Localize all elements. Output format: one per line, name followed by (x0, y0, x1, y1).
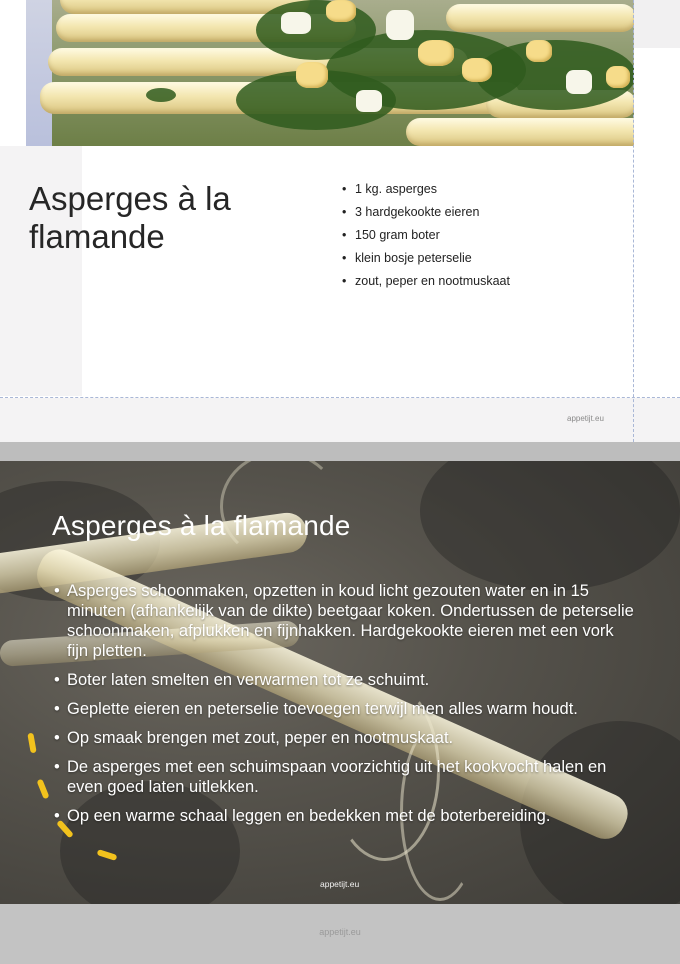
list-item: • Geplette eieren en peterselie toevoegen terwijl men alles warm houdt. (54, 700, 578, 718)
list-item: • Op een warme schaal leggen en bedekken met de boterbereiding. (54, 807, 551, 825)
slide1-title: Asperges à la flamande (29, 180, 231, 255)
preparation-steps (54, 581, 634, 835)
yellow-dash-decoration (27, 733, 36, 754)
guide-line-horizontal (0, 397, 680, 398)
list-item: • klein bosje peterselie (342, 251, 472, 265)
list-item: • 3 hardgekookte eieren (342, 205, 480, 219)
list-item: • zout, peper en nootmuskaat (342, 274, 510, 288)
slide1-footer: appetijt.eu (567, 414, 604, 423)
asparagus-dish-photo (26, 0, 634, 146)
slide2-footer: appetijt.eu (320, 879, 360, 889)
decor-strip (634, 0, 680, 48)
bottom-band (0, 904, 680, 964)
list-item: • Op smaak brengen met zout, peper en nootmuskaat. (54, 729, 454, 747)
slide-separator (0, 442, 680, 461)
slide2-title: Asperges à la flamande (52, 510, 351, 541)
ingredient-list (342, 182, 510, 297)
recipe-ingredients-slide (0, 0, 680, 442)
recipe-steps-slide (0, 461, 680, 904)
list-item: • De asperges met een schuimspaan voorzichtig uit het kookvocht halen en even goed laten uitlekken. (54, 758, 607, 796)
list-item: • 150 gram boter (342, 228, 440, 242)
list-item: • Boter laten smelten en verwarmen tot ze schuimt. (54, 671, 430, 689)
list-item: • Asperges schoonmaken, opzetten in koud licht gezouten water en in 15 minuten (afhankelijk van de dikte) beetgaar koken. Ondertussen de peterselie schoonmaken, afplukken en fijnhakken. Hardgekookte eieren met een vork fijn pletten. (54, 582, 634, 660)
list-item: • 1 kg. asperges (342, 182, 437, 196)
bottom-footer: appetijt.eu (319, 927, 361, 937)
guide-line-vertical (633, 0, 634, 442)
